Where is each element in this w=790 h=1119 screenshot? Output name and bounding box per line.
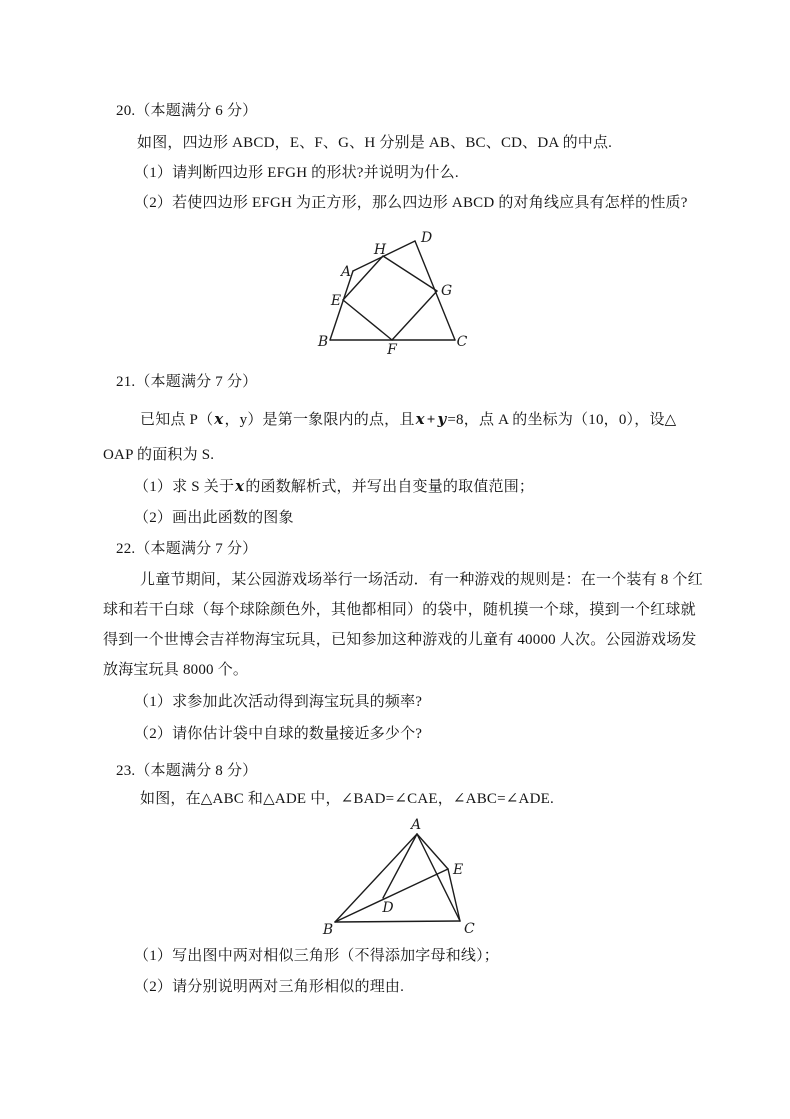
- fig2-point-label-d: D: [382, 900, 394, 916]
- fig2-vertex-label-b: B: [322, 922, 334, 936]
- p21-text-part: =8，点 A 的坐标为（10，0），设△: [447, 412, 677, 428]
- problem-21-text-line1: [140, 410, 676, 429]
- problem-22-text-line1: 儿童节期间，某公园游戏场举行一场活动．有一种游戏的规则是：在一个装有 8 个红: [140, 572, 703, 588]
- problem-21-number: 21.（本题满分 7 分）: [116, 374, 258, 390]
- p21-plus-sign: +: [426, 412, 436, 428]
- problem-20-question-1: （1）请判断四边形 EFGH 的形状?并说明为什么.: [134, 165, 459, 181]
- fig1-vertex-label-c: C: [456, 334, 468, 350]
- problem-23-question-1: （1）写出图中两对相似三角形（不得添加字母和线）；: [134, 948, 500, 964]
- fig2-segment-ae: [417, 834, 448, 869]
- figure-triangles-abc-ade: [320, 818, 480, 936]
- fig1-vertex-label-d: D: [421, 230, 433, 246]
- problem-23-number: 23.（本题满分 8 分）: [116, 763, 258, 779]
- problem-22-question-1: （1）求参加此次活动得到海宝玩具的频率?: [134, 694, 423, 710]
- fig2-side-bc: [335, 921, 460, 922]
- p21-variable-x: x: [415, 410, 425, 428]
- p21-variable-x: x: [214, 410, 224, 428]
- problem-20-number: 20.（本题满分 6 分）: [116, 103, 258, 119]
- fig1-segment-ef: [343, 300, 392, 340]
- problem-20-intro: 如图，四边形 ABCD，E、F、G、H 分别是 AB、BC、CD、DA 的中点.: [137, 135, 613, 151]
- fig1-midpoint-label-g: G: [441, 283, 453, 299]
- problem-21-question-2: （2）画出此函数的图象: [134, 510, 294, 526]
- p21-q1-text-part: 的函数解析式，并写出自变量的取值范围；: [245, 479, 535, 495]
- fig1-midpoint-label-e: E: [330, 293, 342, 309]
- fig2-point-label-e: E: [453, 862, 464, 878]
- fig1-segment-gh: [383, 256, 437, 291]
- figure-quadrilateral-abcd-efgh: [315, 228, 475, 356]
- problem-22-text-line2: 球和若干白球（每个球除颜色外，其他都相同）的袋中，随机摸一个球，摸到一个红球就: [103, 602, 696, 618]
- fig1-midpoint-label-f: F: [387, 342, 397, 356]
- fig1-vertex-label-b: B: [317, 334, 329, 350]
- problem-22-text-line3: 得到一个世博会吉祥物海宝玩具，已知参加这种游戏的儿童有 40000 人次。公园游戏场发: [103, 632, 697, 648]
- problem-21-question-1: [134, 477, 534, 496]
- p21-variable-y: y: [437, 410, 447, 428]
- problem-23-intro: 如图，在△ABC 和△ADE 中，∠BAD=∠CAE，∠ABC=∠ADE.: [140, 791, 554, 807]
- fig2-side-ab: [335, 834, 417, 922]
- problem-21-text-line2: OAP 的面积为 S.: [103, 447, 215, 463]
- problem-23-question-2: （2）请分别说明两对三角形相似的理由.: [134, 979, 405, 995]
- fig1-segment-fg: [392, 291, 437, 340]
- problem-22-number: 22.（本题满分 7 分）: [116, 541, 258, 557]
- problem-22-question-2: （2）请你估计袋中自球的数量接近多少个?: [134, 726, 423, 742]
- p21-q1-text-part: （1）求 S 关于: [134, 479, 235, 495]
- problem-22-text-line4: 放海宝玩具 8000 个。: [103, 662, 249, 678]
- fig2-vertex-label-a: A: [410, 818, 422, 833]
- fig1-midpoint-label-h: H: [373, 242, 387, 258]
- p21-text-part: ，y）是第一象限内的点，且: [224, 412, 415, 428]
- p21-q1-variable-x: x: [235, 477, 245, 495]
- problem-20-question-2: （2）若使四边形 EFGH 为正方形，那么四边形 ABCD 的对角线应具有怎样的性质?: [134, 195, 688, 211]
- fig1-vertex-label-a: A: [340, 264, 352, 280]
- p21-text-part: 已知点 P（: [140, 412, 214, 428]
- fig2-vertex-label-c: C: [464, 921, 475, 936]
